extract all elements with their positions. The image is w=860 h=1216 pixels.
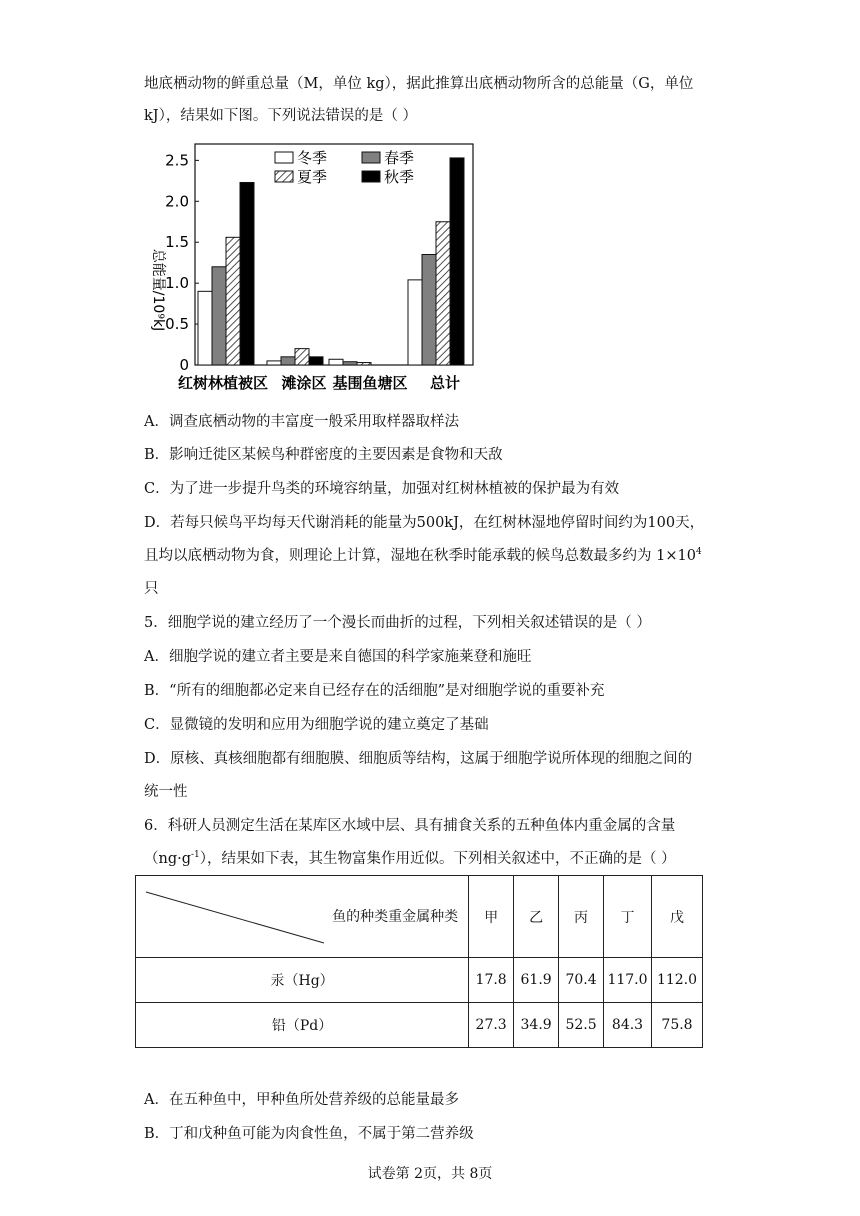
legend-swatch (362, 152, 380, 163)
q5-option-b: B．“所有的细胞都必定来自已经存在的活细胞”是对细胞学说的重要补充 (144, 683, 605, 699)
bar-春季 (422, 255, 436, 366)
legend-swatch (275, 152, 293, 163)
row-label: 汞（Hg） (136, 958, 469, 1003)
q6-unit-exponent: -1 (191, 850, 200, 861)
bar-秋季 (450, 158, 464, 365)
q6-unit-pre: （ng·g (144, 851, 192, 867)
q5-option-a: A．细胞学说的建立者主要是来自德国的科学家施莱登和施旺 (144, 649, 532, 665)
q4-option-d-line1: D．若每只候鸟平均每天代谢消耗的能量为500kJ，在红树林湿地停留时间约为100天， (144, 515, 705, 531)
q4-intro-line1: 地底栖动物的鲜重总量（M，单位 kg），据此推算出底栖动物所含的总能量（G，单位 (144, 76, 694, 92)
q4-option-d-line2-text: 且均以底栖动物为食，则理论上计算，湿地在秋季时能承载的候鸟总数最多约为 1×10 (144, 548, 696, 564)
column-header: 乙 (514, 876, 559, 958)
x-tick-label: 基围鱼塘区 (332, 374, 408, 392)
bar-冬季 (329, 359, 343, 365)
row-label: 铅（Pd） (136, 1003, 469, 1048)
y-axis-label: 总能量/10⁹kJ (150, 248, 166, 332)
bar-秋季 (240, 182, 254, 365)
legend-swatch (362, 171, 380, 182)
y-tick-label: 2.5 (165, 151, 189, 170)
q4-intro-line2: kJ），结果如下图。下列说法错误的是（ ） (144, 108, 417, 124)
x-axis-labels (178, 374, 460, 392)
energy-bar-chart (140, 140, 490, 402)
x-tick-label: 总计 (429, 374, 461, 392)
q6-stem-line1: 6．科研人员测定生活在某库区水域中层、具有捕食关系的五种鱼体内重金属的含量 (144, 818, 676, 834)
bar-春季 (281, 357, 295, 365)
bars-group (198, 158, 464, 365)
q6-option-a: A．在五种鱼中，甲种鱼所处营养级的总能量最多 (144, 1092, 459, 1108)
diagonal-header-cell (136, 876, 469, 958)
heavy-metal-table (135, 875, 703, 1048)
bar-冬季 (408, 280, 422, 365)
table-cell: 84.3 (604, 1003, 652, 1048)
q4-option-c: C．为了进一步提升鸟类的环境容纳量，加强对红树林植被的保护最为有效 (144, 481, 620, 497)
q5-option-d-line1: D．原核、真核细胞都有细胞膜、细胞质等结构，这属于细胞学说所体现的细胞之间的 (144, 751, 693, 767)
legend-swatch (275, 171, 293, 182)
table-cell: 75.8 (651, 1003, 702, 1048)
q6-stem-line2 (144, 849, 676, 869)
q6-option-b: B．丁和戊种鱼可能为肉食性鱼，不属于第二营养级 (144, 1126, 474, 1142)
bar-冬季 (198, 291, 212, 365)
q4-option-d-line2 (144, 546, 702, 566)
y-tick-label: 1.5 (165, 233, 189, 252)
table-cell: 52.5 (559, 1003, 604, 1048)
legend-label: 秋季 (384, 168, 415, 186)
legend-label: 夏季 (297, 168, 328, 186)
table-row (136, 958, 703, 1003)
page-footer: 试卷第 2页，共 8页 (367, 1166, 493, 1182)
chart-legend (275, 149, 414, 186)
y-tick-label: 2.0 (165, 192, 189, 211)
bar-冬季 (267, 361, 281, 365)
table-cell: 34.9 (514, 1003, 559, 1048)
bar-春季 (212, 267, 226, 365)
table-row (136, 1003, 703, 1048)
column-header: 丙 (559, 876, 604, 958)
table-cell: 61.9 (514, 958, 559, 1003)
bar-夏季 (295, 349, 309, 365)
y-axis (165, 151, 199, 374)
q4-option-d-exponent: 4 (695, 547, 702, 558)
y-tick-label: 0.5 (165, 315, 189, 334)
table-cell: 117.0 (604, 958, 652, 1003)
q5-option-d-line2: 统一性 (144, 784, 188, 800)
bar-夏季 (357, 363, 371, 365)
x-tick-label: 红树林植被区 (178, 374, 269, 392)
y-tick-label: 1.0 (165, 274, 189, 293)
x-tick-label: 滩涂区 (281, 374, 327, 392)
q5-option-c: C．显微镜的发明和应用为细胞学说的建立奠定了基础 (144, 717, 489, 733)
bar-春季 (343, 362, 357, 365)
q6-stem-line2-text: ），结果如下表，其生物富集作用近似。下列相关叙述中，不正确的是（ ） (199, 851, 676, 867)
table-header-row (136, 876, 703, 958)
header-label: 鱼的种类重金属种类 (332, 909, 459, 925)
legend-label: 春季 (384, 149, 415, 167)
table-cell: 27.3 (469, 1003, 514, 1048)
column-header: 戊 (651, 876, 702, 958)
table-cell: 112.0 (651, 958, 702, 1003)
q4-option-d-line3: 只 (144, 581, 159, 597)
column-header: 丁 (604, 876, 652, 958)
q5-stem: 5．细胞学说的建立经历了一个漫长而曲折的过程，下列相关叙述错误的是（ ） (144, 615, 651, 631)
y-tick-label: 0 (179, 356, 189, 374)
q4-option-a: A．调查底栖动物的丰富度一般采用取样器取样法 (144, 414, 459, 430)
bar-夏季 (226, 237, 240, 365)
legend-label: 冬季 (297, 149, 328, 167)
bar-夏季 (436, 222, 450, 365)
bar-秋季 (309, 357, 323, 365)
q4-option-b: B．影响迁徙区某候鸟种群密度的主要因素是食物和天敌 (144, 447, 503, 463)
column-header: 甲 (469, 876, 514, 958)
table-cell: 17.8 (469, 958, 514, 1003)
table-cell: 70.4 (559, 958, 604, 1003)
